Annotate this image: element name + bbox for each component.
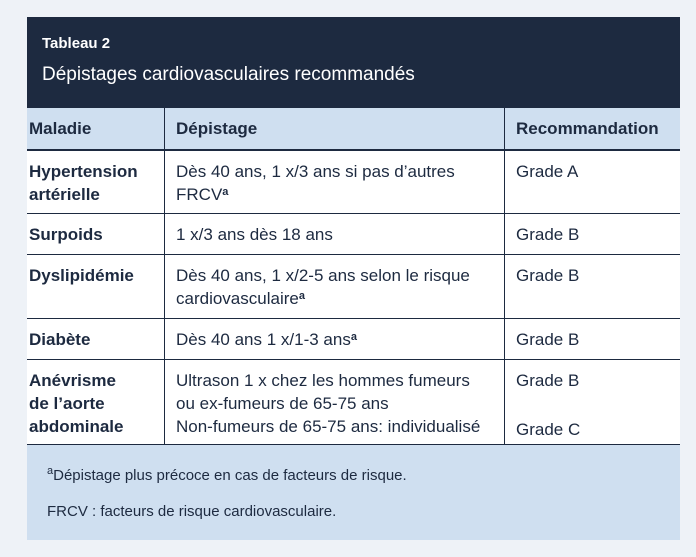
grade-cell bbox=[504, 255, 680, 318]
disease-text: Anévrisme bbox=[29, 371, 116, 390]
table-title: Dépistages cardiovasculaires recommandés bbox=[42, 64, 415, 85]
table-row bbox=[27, 319, 680, 360]
screening-text: cardiovasculaire bbox=[176, 289, 299, 308]
table-row bbox=[27, 360, 680, 445]
disease-text: artérielle bbox=[29, 185, 100, 204]
table-card bbox=[27, 17, 680, 540]
disease-text: de l’aorte bbox=[29, 394, 105, 413]
footnote-a bbox=[47, 467, 407, 484]
screening-text: Dès 40 ans, 1 x/3 ans si pas d’autres bbox=[176, 162, 455, 181]
grade-cell bbox=[504, 360, 680, 444]
screening-text: Dès 40 ans 1 x/1-3 ans bbox=[176, 330, 351, 349]
footnote-text: Dépistage plus précoce en cas de facteurs de risque. bbox=[53, 467, 407, 484]
table-label: Tableau 2 bbox=[42, 35, 111, 52]
grade-cell bbox=[504, 214, 680, 254]
disease-text: Hypertension bbox=[29, 162, 138, 181]
grade-text: Grade B bbox=[516, 225, 580, 244]
grade-text: Grade B bbox=[516, 266, 580, 285]
column-header-maladie: Maladie bbox=[29, 119, 92, 138]
table-row bbox=[27, 151, 680, 214]
column-header-recommandation: Recommandation bbox=[504, 108, 680, 149]
table-row bbox=[27, 255, 680, 319]
disease-cell bbox=[27, 151, 164, 213]
screening-text: Dès 40 ans, 1 x/2-5 ans selon le risque bbox=[176, 266, 470, 285]
screening-cell bbox=[164, 255, 504, 318]
footnote-marker: a bbox=[298, 290, 305, 302]
screening-table bbox=[27, 107, 680, 445]
footnote-frcv: FRCV : facteurs de risque cardiovasculaire. bbox=[47, 503, 337, 520]
column-header-depistage: Dépistage bbox=[164, 108, 504, 149]
disease-text: Surpoids bbox=[29, 225, 103, 244]
disease-cell bbox=[27, 214, 164, 254]
footnote-marker: a bbox=[222, 186, 229, 198]
screening-text: Non-fumeurs de 65-75 ans: individualisé bbox=[176, 417, 481, 436]
screening-cell bbox=[164, 214, 504, 254]
grade-cell bbox=[504, 319, 680, 359]
grade-text: Grade B bbox=[516, 330, 580, 349]
table-head-row bbox=[27, 107, 680, 151]
screening-text: ou ex-fumeurs de 65-75 ans bbox=[176, 394, 389, 413]
screening-text: 1 x/3 ans dès 18 ans bbox=[176, 225, 333, 244]
grade-text: Grade B bbox=[516, 371, 580, 390]
disease-text: abdominale bbox=[29, 417, 124, 436]
grade-text: Grade A bbox=[516, 162, 579, 181]
table-header bbox=[27, 17, 680, 107]
disease-cell bbox=[27, 255, 164, 318]
disease-cell bbox=[27, 319, 164, 359]
grade-text: Grade C bbox=[516, 420, 581, 439]
footnote-marker: a bbox=[47, 465, 54, 477]
footnote-marker: a bbox=[350, 331, 357, 343]
disease-text: Dyslipidémie bbox=[29, 266, 134, 285]
screening-text: FRCV bbox=[176, 185, 223, 204]
screening-cell bbox=[164, 360, 504, 444]
disease-cell bbox=[27, 360, 164, 444]
table-row bbox=[27, 214, 680, 255]
screening-cell bbox=[164, 319, 504, 359]
screening-text: Ultrason 1 x chez les hommes fumeurs bbox=[176, 371, 470, 390]
grade-cell bbox=[504, 151, 680, 213]
disease-text: Diabète bbox=[29, 330, 91, 349]
screening-cell bbox=[164, 151, 504, 213]
